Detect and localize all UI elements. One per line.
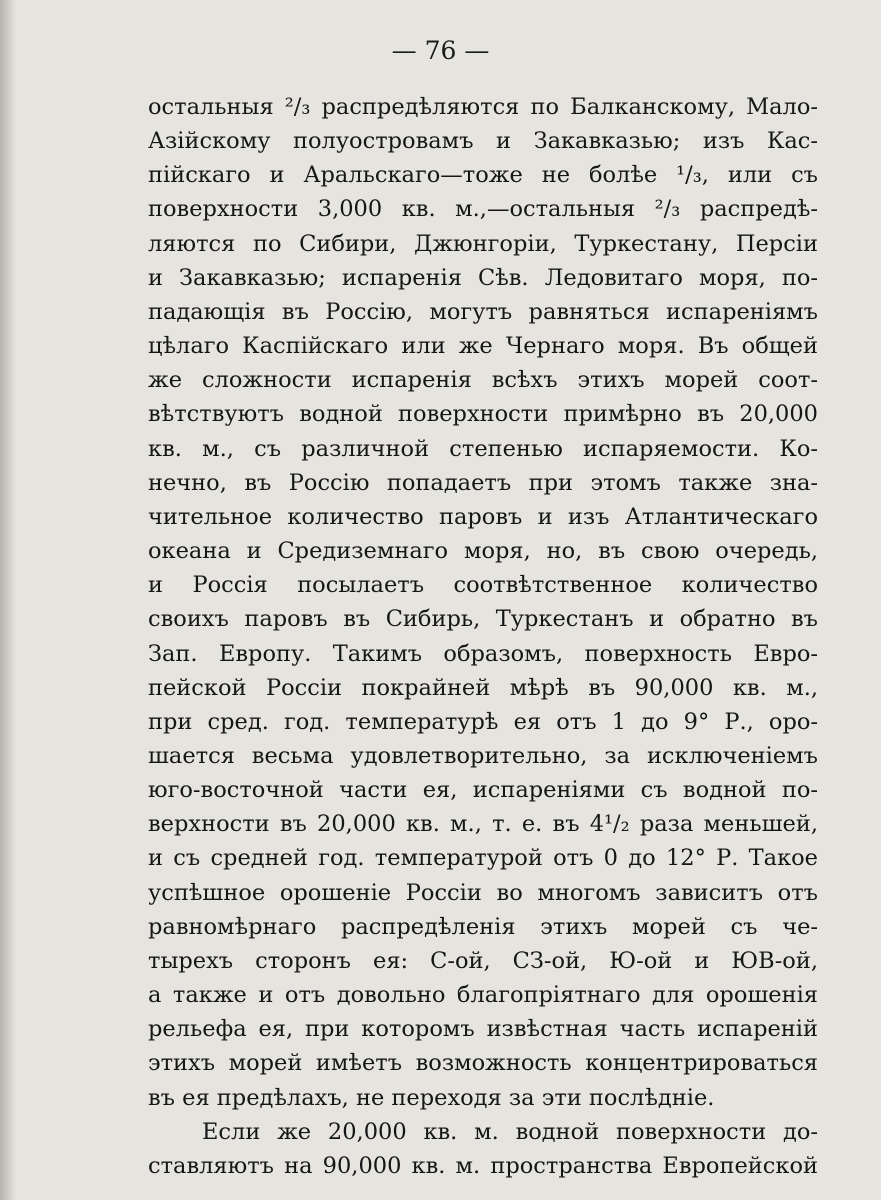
text-line: тырехъ сторонъ ея: С-ой, СЗ-ой, Ю-ой и ЮВ-ой, <box>148 947 818 974</box>
body-text <box>148 90 818 1183</box>
text-line: и Россія посылаетъ соотвѣтственное количество <box>148 572 818 599</box>
text-line: своихъ паровъ въ Сибирь, Туркестанъ и обратно въ <box>148 606 818 633</box>
text-line: кв. м., съ различной степенью испаряемости. Ко- <box>148 435 818 462</box>
text-line: цѣлаго Каспійскаго или же Чернаго моря. Въ общей <box>148 333 818 360</box>
text-line: же сложности испаренія всѣхъ этихъ морей соот- <box>148 367 818 394</box>
text-line: Зап. Европу. Такимъ образомъ, поверхность Евро- <box>148 640 818 667</box>
text-line: вѣтствуютъ водной поверхности примѣрно въ 20,000 <box>148 401 818 428</box>
text-line: пейской Россіи покрайней мѣрѣ въ 90,000 кв. м., <box>148 674 818 701</box>
text-line: океана и Средиземнаго моря, но, въ свою очередь, <box>148 538 818 565</box>
text-line: равномѣрнаго распредѣленія этихъ морей съ че- <box>148 913 818 940</box>
text-line: юго-восточной части ея, испареніями съ водной по- <box>148 777 818 804</box>
text-line: а также и отъ довольно благопріятнаго для орошенія <box>148 982 818 1009</box>
text-line: и съ средней год. температурой отъ 0 до 12° Р. Такое <box>148 845 818 872</box>
text-line: Азійскому полуостровамъ и Закавказью; изъ Кас- <box>148 128 818 155</box>
page-number: — 76 — <box>391 36 490 65</box>
text-line: шается весьма удовлетворительно, за исключеніемъ <box>148 742 818 769</box>
page-gutter-shadow <box>0 0 16 1200</box>
text-line: верхности въ 20,000 кв. м., т. е. въ 4¹/₂ раза меньшей, <box>148 811 818 838</box>
text-line: рельефа ея, при которомъ извѣстная часть испареній <box>148 1016 818 1043</box>
text-line: ляются по Сибири, Джюнгоріи, Туркестану, Персіи <box>148 230 818 257</box>
text-line: въ ея предѣлахъ, не переходя за эти послѣдніе. <box>148 1084 715 1111</box>
text-line: нечно, въ Россію попадаетъ при этомъ также зна- <box>148 469 818 496</box>
text-line: Если же 20,000 кв. м. водной поверхности до- <box>202 1118 818 1145</box>
text-line: и Закавказью; испаренія Сѣв. Ледовитаго моря, по- <box>148 264 818 291</box>
text-line: пійскаго и Аральскаго—тоже не болѣе ¹/₃, или съ <box>148 162 818 189</box>
text-line: падающія въ Россію, могутъ равняться испареніямъ <box>148 298 818 325</box>
text-line: чительное количество паровъ и изъ Атлантическаго <box>148 503 818 530</box>
text-line: ставляютъ на 90,000 кв. м. пространства Европейской <box>148 1152 818 1179</box>
text-line: при сред. год. температурѣ ея отъ 1 до 9° Р., оро- <box>148 708 818 735</box>
text-line: этихъ морей имѣетъ возможность концентрироваться <box>148 1050 818 1077</box>
text-line: поверхности 3,000 кв. м.,—остальныя ²/₃ распредѣ- <box>148 196 818 223</box>
text-line: успѣшное орошеніе Россіи во многомъ зависитъ отъ <box>148 879 818 906</box>
text-line: остальныя ²/₃ распредѣляются по Балканскому, Мало- <box>148 94 818 120</box>
